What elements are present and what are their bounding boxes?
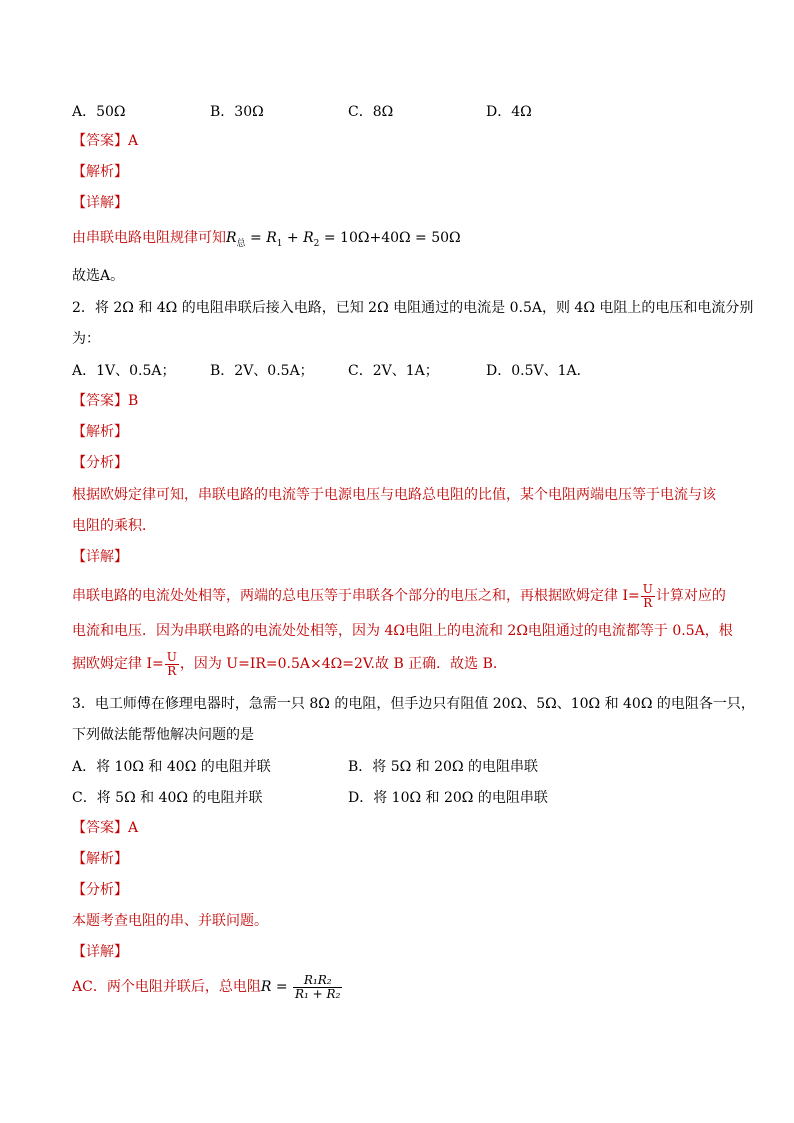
q2-analysis-tag: 【解析】 xyxy=(72,424,128,440)
q2-fraction-u-over-r-2: $\frac{U}{R}$ xyxy=(166,649,177,678)
q2-option-d: D．0.5V、1A． xyxy=(486,363,591,379)
q1-option-c: C．8Ω xyxy=(348,104,394,120)
q1-detail-text: 由串联电路电阻规律可知$R_总 = R_1 + R_2 = 10\Omega+40\Omega = 50\Omega$ xyxy=(72,230,461,249)
q3-stem-line1: 3．电工师傅在修理电器时，急需一只 8Ω 的电阻，但手边只有阻值 20Ω、5Ω、10Ω 和 40Ω 的电阻各一只， xyxy=(72,696,755,712)
q2-answer: 【答案】B xyxy=(72,393,139,409)
q2-fenxi-line2: 电阻的乘积． xyxy=(72,518,156,534)
q2-option-a: A．1V、0.5A； xyxy=(72,363,176,379)
q3-option-c: C．将 5Ω 和 40Ω 的电阻并联 xyxy=(72,790,263,806)
q3-stem-line2: 下列做法能帮他解决问题的是 xyxy=(72,727,254,743)
q2-detail-line2: 电流和电压．因为串联电路的电流处处相等，因为 4Ω电阻上的电流和 2Ω电阻通过的电流都等于 0.5A，根 xyxy=(72,623,733,639)
q1-option-b: B．30Ω xyxy=(210,104,264,120)
q1-detail-tag: 【详解】 xyxy=(72,195,128,211)
q1-option-d: D．4Ω xyxy=(486,104,532,120)
q2-stem-line2: 为： xyxy=(72,331,100,347)
q2-option-c: C．2V、1A； xyxy=(348,363,439,379)
q3-detail-tag: 【详解】 xyxy=(72,944,128,960)
q3-fenxi-tag: 【分析】 xyxy=(72,882,128,898)
q3-analysis-tag: 【解析】 xyxy=(72,851,128,867)
q2-fenxi-tag: 【分析】 xyxy=(72,455,128,471)
q1-option-a: A．50Ω xyxy=(72,104,126,120)
q2-option-b: B．2V、0.5A； xyxy=(210,363,314,379)
q2-detail-tag: 【详解】 xyxy=(72,549,128,565)
q3-option-a: A．将 10Ω 和 40Ω 的电阻并联 xyxy=(72,759,271,775)
q1-analysis-tag: 【解析】 xyxy=(72,164,128,180)
q1-answer: 【答案】A xyxy=(72,133,139,149)
q3-detail-text: AC．两个电阻并联后，总电阻R = $\frac{\text{R₁R₂}}{\text{R₁ + R₂}}$ xyxy=(72,972,341,1001)
q1-conclusion: 故选A。 xyxy=(72,268,125,284)
q3-option-d: D．将 10Ω 和 20Ω 的电阻串联 xyxy=(348,790,548,806)
q3-fenxi-text: 本题考查电阻的串、并联问题。 xyxy=(72,913,268,929)
q3-answer: 【答案】A xyxy=(72,820,139,836)
q2-fraction-u-over-r: $\frac{U}{R}$ xyxy=(642,581,653,610)
q2-detail-line1: 串联电路的电流处处相等，两端的总电压等于串联各个部分的电压之和，再根据欧姆定律 I= $\frac{U}{R}$ 计算对应的 xyxy=(72,581,726,610)
q2-stem-line1: 2．将 2Ω 和 4Ω 的电阻串联后接入电路，已知 2Ω 电阻通过的电流是 0.5A，则 4Ω 电阻上的电压和电流分别 xyxy=(72,300,754,316)
q2-fenxi-line1: 根据欧姆定律可知，串联电路的电流等于电源电压与电路总电阻的比值，某个电阻两端电压等于电流与该 xyxy=(72,487,716,503)
q3-fraction-parallel-resistance: $\frac{\text{R₁R₂}}{\text{R₁ + R₂}}$ xyxy=(295,972,341,1001)
q2-detail-line3: 据欧姆定律 I= $\frac{U}{R}$ ，因为 U=IR=0.5A×4Ω=2V.故 B 正确．故选 B． xyxy=(72,649,507,678)
q3-option-b: B．将 5Ω 和 20Ω 的电阻串联 xyxy=(348,759,539,775)
